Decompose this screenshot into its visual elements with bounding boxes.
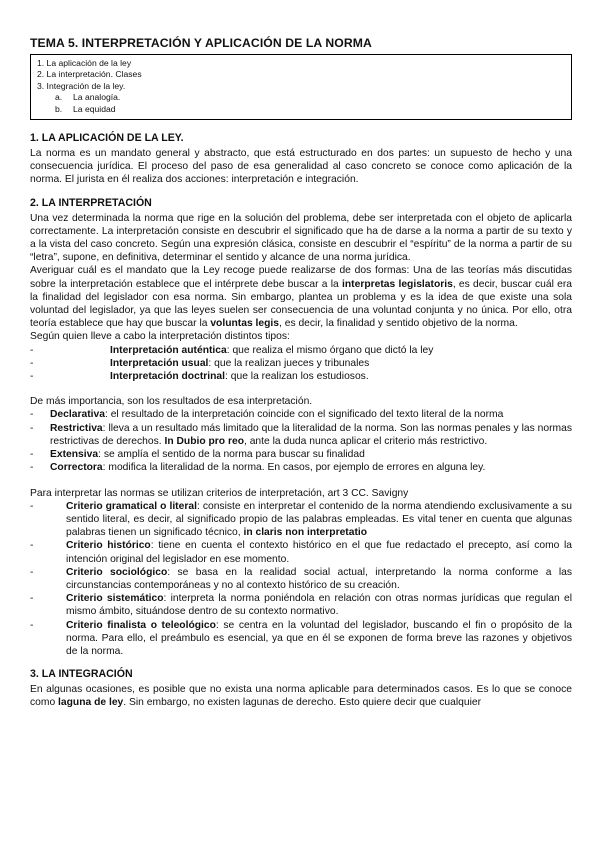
interpretation-criteria-list (30, 500, 572, 658)
list-item: - Declarativa: el resultado de la interpretación coincide con el significado del texto literal de la norma (30, 409, 504, 421)
toc-item: 2. La interpretación. Clases (37, 69, 142, 80)
document-page (30, 30, 572, 720)
paragraph: Para interpretar las normas se utilizan criterios de interpretación, art 3 CC. Savigny (30, 487, 409, 499)
toc-item: 1. La aplicación de la ley (37, 58, 132, 68)
list-item: - Extensiva: se amplía el sentido de la norma para buscar su finalidad (30, 449, 365, 461)
list-item: - Criterio sistemático: interpreta la norma poniéndola en relación con otras normas jurídicas que regulan el mismo ámbito, situándose dentro de su contexto normativo. (30, 593, 572, 618)
toc-item: 3. Integración de la ley. (37, 80, 126, 91)
table-of-contents (30, 54, 572, 120)
section-aplicacion (30, 132, 572, 187)
paragraph: En algunas ocasiones, es posible que no exista una norma aplicable para determinados casos. Es lo que se conoce como laguna de ley. Sin embargo, no existen lagunas de derecho. Esto quiere decir que cualquier (30, 684, 572, 709)
toc-subitem: b. La equidad (55, 103, 116, 114)
list-item: - Criterio finalista o teleológico: se centra en la voluntad del legislador, buscando el fin o propósito de la norma. Para ello, el preámbulo es esencial, ya que en él se exponen de forma breve las razones y objetivos de la norma. (30, 619, 573, 657)
section-heading: 1. LA APLICACIÓN DE LA LEY. (30, 132, 184, 145)
section-heading: 2. LA INTERPRETACIÓN (30, 196, 152, 209)
list-item: - Criterio histórico: tiene en cuenta el contexto histórico en el que fue redactado el precepto, así como la intención original del legislador en ese momento. (30, 540, 572, 565)
list-item: - Interpretación usual: que la realizan jueces y tribunales (30, 357, 370, 369)
interpretation-types-list (30, 344, 572, 384)
toc-subitem: a. La analogía. (55, 92, 121, 103)
list-item: - Criterio sociológico: se basa en la realidad social actual, interpretando la norma conforme a las circunstancias contemporáneas y no al contexto histórico de su creación. (30, 566, 572, 591)
paragraph: Una vez determinada la norma que rige en la solución del problema, debe ser interpretada con el objeto de aplicarla correctamente. La interpretación consiste en descubrir el significado que ha de darse a la norma a partir de su texto y a la vista del caso concreto. Según una expresión clásica, consiste en descubrir el “espíritu” de la norma a partir de su “letra”, supone, en definitiva, determinar el sentido y alcance de una norma jurídica. (30, 212, 572, 264)
paragraph: Según quien lleve a cabo la interpretación distintos tipos: (30, 331, 290, 343)
list-item: - Criterio gramatical o literal: consiste en interpretar el contenido de la norma atendiendo exclusivamente a su sentido literal, es decir, al significado propio de las palabras empleadas. Es vital tener en cuenta que algunas palabras tienen un significado técnico, in claris non interpretatio (30, 500, 572, 539)
document-title: TEMA 5. INTERPRETACIÓN Y APLICACIÓN DE LA NORMA (30, 36, 372, 50)
interpretation-results-list (30, 408, 572, 474)
section-heading: 3. LA INTEGRACIÓN (30, 668, 133, 681)
list-item: - Interpretación doctrinal: que la realizan los estudiosos. (30, 371, 369, 383)
paragraph: La norma es un mandato general y abstracto, que está estructurado en dos partes: un supuesto de hecho y una consecuencia jurídica. El proceso del paso de esa generalidad al caso concreto se conoce como aplicación de la norma. El jurista en él realiza dos acciones: interpretación e integración. (30, 148, 572, 186)
section-interpretacion (30, 197, 572, 659)
list-item: - Correctora: modifica la literalidad de la norma. En casos, por ejemplo de errores en alguna ley. (30, 462, 486, 474)
section-integracion (30, 668, 572, 709)
list-item: - Restrictiva: lleva a un resultado más limitado que la literalidad de la norma. Son las normas penales y las normas restrictivas de derechos. In Dubio pro reo, ante la duda nunca aplicar el criterio más restrictivo. (30, 422, 572, 447)
list-item: - Interpretación auténtica: que realiza el mismo órgano que dictó la ley (30, 344, 434, 356)
paragraph: Averiguar cuál es el mandato que la Ley recoge puede realizarse de dos formas: Una de las teorías más discutidas sobre la interpretación establece que el intérprete debe buscar a la interpretas legislatoris, es decir, buscar cuál era la finalidad del legislador con esa norma. Sin embargo, plantea un problema y es la idea de que existe una sola voluntad del legislador, ya que las leyes suelen ser consecuencia de una voluntad conjunta y no única. Por ello, otra teoría establece que hay que buscar la voluntas legis, es decir, la finalidad y sentido objetivo de la norma. (30, 265, 573, 330)
paragraph: De más importancia, son los resultados de esa interpretación. (30, 396, 313, 408)
